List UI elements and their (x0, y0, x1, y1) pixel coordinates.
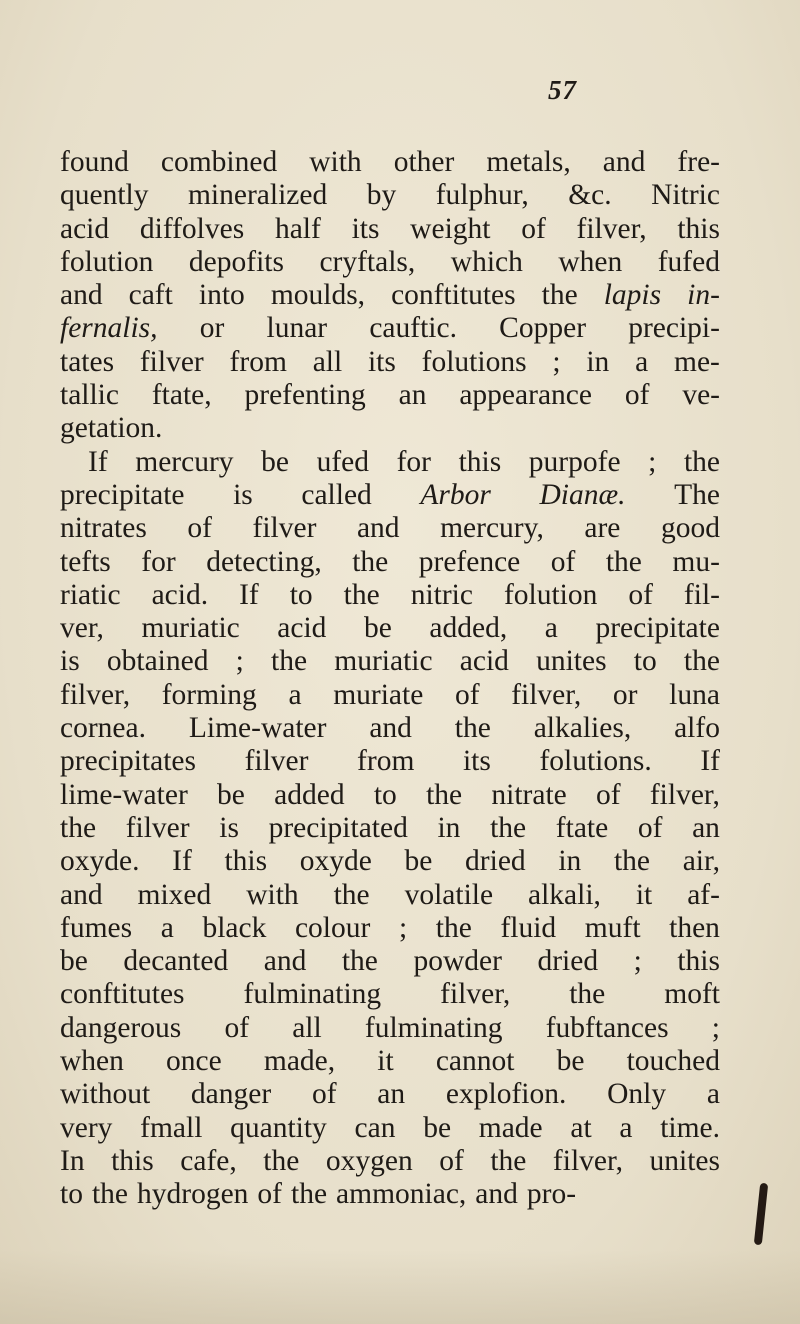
text-line: acid diffolves half its weight of filver, this (60, 212, 720, 245)
text-line: tefts for detecting, the prefence of the mu- (60, 545, 720, 578)
text-line: quently mineralized by fulphur, &c. Nitric (60, 179, 720, 212)
text-line: conftitutes fulminating filver, the moft (60, 978, 720, 1011)
text-line: be decanted and the powder dried ; this (60, 945, 720, 978)
text-line: fernalis, or lunar cauftic. Copper precipi- (60, 312, 720, 345)
text-line: precipitate is called Arbor Dianæ. The (60, 478, 720, 511)
text-line: ver, muriatic acid be added, a precipitate (60, 612, 720, 645)
text-line: folution depofits cryftals, which when fufed (60, 245, 720, 278)
text-line: tates filver from all its folutions ; in a me- (60, 345, 720, 378)
text-line: and caft into moulds, conftitutes the lapis in- (60, 279, 720, 312)
text-line: oxyde. If this oxyde be dried in the air, (60, 845, 720, 878)
text-line: when once made, it cannot be touched (60, 1045, 720, 1078)
body-text (60, 146, 720, 1212)
text-line: precipitates filver from its folutions. If (60, 745, 720, 778)
text-line: filver, forming a muriate of filver, or luna (60, 678, 720, 711)
text-line: In this cafe, the oxygen of the filver, unites (60, 1144, 720, 1177)
text-line: tallic ftate, prefenting an appearance of ve- (60, 379, 720, 412)
text-line: cornea. Lime-water and the alkalies, alfo (60, 712, 720, 745)
ink-mark (754, 1183, 768, 1245)
text-line: the filver is precipitated in the ftate of an (60, 811, 720, 844)
text-line: without danger of an explofion. Only a (60, 1078, 720, 1111)
text-line: and mixed with the volatile alkali, it af- (60, 878, 720, 911)
text-line: to the hydrogen of the ammoniac, and pro- (60, 1178, 577, 1211)
page-edge-shadow (0, 1250, 800, 1324)
text-line: nitrates of filver and mercury, are good (60, 512, 720, 545)
text-line: fumes a black colour ; the fluid muft then (60, 911, 720, 944)
text-line: dangerous of all fulminating fubftances ; (60, 1011, 720, 1044)
text-line: very fmall quantity can be made at a time. (60, 1111, 720, 1144)
text-line: lime-water be added to the nitrate of filver, (60, 778, 720, 811)
text-line: is obtained ; the muriatic acid unites to the (60, 645, 720, 678)
text-line: found combined with other metals, and fre- (60, 146, 720, 178)
text-line: If mercury be ufed for this purpofe ; the (88, 445, 720, 478)
text-line: riatic acid. If to the nitric folution of fil- (60, 578, 720, 611)
text-line: getation. (60, 412, 163, 445)
page-number: 57 (548, 75, 577, 105)
